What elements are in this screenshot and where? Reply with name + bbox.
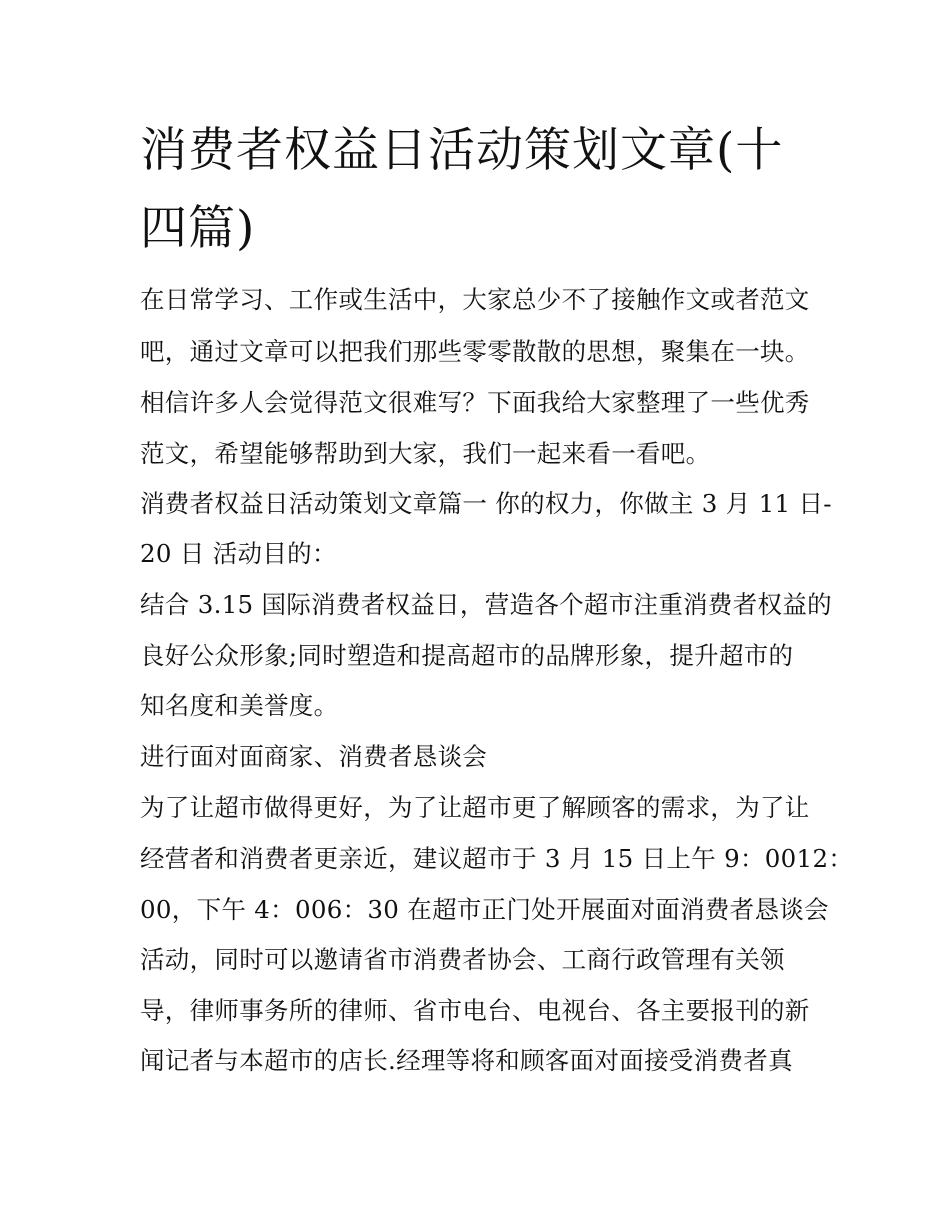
text-line: 吧，通过文章可以把我们那些零零散散的思想，聚集在一块。	[140, 337, 810, 366]
text-line: 范文，希望能够帮助到大家，我们一起来看一看吧。	[140, 439, 711, 468]
text-line: 进行面对面商家、消费者恳谈会	[140, 742, 488, 771]
text-line: 良好公众形象;同时塑造和提高超市的品牌形象，提升超市的	[140, 641, 794, 670]
document-title: 消费者权益日活动策划文章(十四篇)	[140, 123, 784, 256]
text-line: 结合 3.15 国际消费者权益日，营造各个超市注重消费者权益的	[140, 590, 832, 619]
text-line: 消费者权益日活动策划文章篇一 你的权力，你做主 3 月 11 日-	[140, 489, 832, 518]
text-line: 在日常学习、工作或生活中，大家总少不了接触作文或者范文	[140, 285, 810, 314]
text-line: 活动，同时可以邀请省市消费者协会、工商行政管理有关领	[140, 945, 785, 974]
text-line: 00，下午 4：006：30 在超市正门处开展面对面消费者恳谈会	[140, 895, 829, 924]
text-line: 为了让超市做得更好，为了让超市更了解顾客的需求，为了让	[140, 793, 810, 822]
text-line: 导，律师事务所的律师、省市电台、电视台、各主要报刊的新	[140, 996, 810, 1025]
text-line: 相信许多人会觉得范文很难写？下面我给大家整理了一些优秀	[140, 388, 810, 417]
text-line: 知名度和美誉度。	[140, 691, 339, 720]
text-line: 20 日 活动目的：	[140, 539, 337, 568]
text-line: 经营者和消费者更亲近，建议超市于 3 月 15 日上午 9：0012：	[140, 844, 854, 873]
text-line: 闻记者与本超市的店长.经理等将和顾客面对面接受消费者真	[140, 1046, 793, 1075]
